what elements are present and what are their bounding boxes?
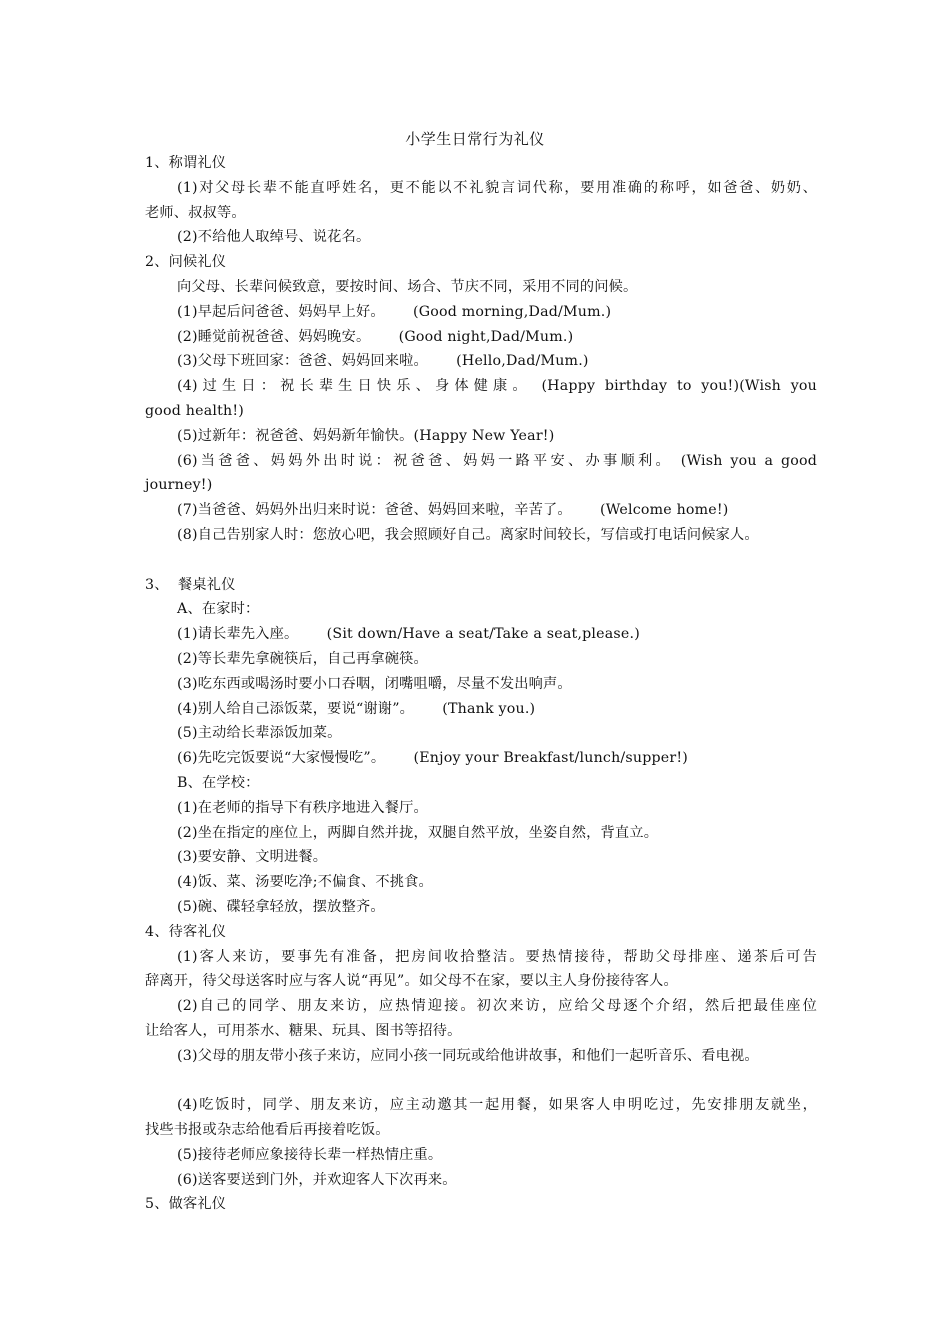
text-line: (1)在老师的指导下有秩序地进入餐厅。 (177, 799, 428, 816)
document-body (145, 151, 817, 1217)
text-line: (2)等长辈先拿碗筷后，自己再拿碗筷。 (177, 650, 428, 667)
text-line: (4)别人给自己添饭菜，要说“谢谢”。 (Thank you.) (177, 700, 536, 717)
text-line: (1)对父母长辈不能直呼姓名，更不能以不礼貌言词代称，要用准确的称呼，如爸爸、奶奶、 (177, 179, 817, 196)
text-line: A、在家时： (177, 601, 260, 618)
text-line: (5)主动给长辈添饭加菜。 (177, 725, 342, 742)
text-line: 3、 餐桌礼仪 (145, 576, 236, 593)
text-line: (3)要安静、文明进餐。 (177, 849, 328, 866)
text-line: good health!) (145, 402, 244, 419)
text-line: (5)接待老师应象接待长辈一样热情庄重。 (177, 1146, 443, 1163)
text-line: (6)送客要送到门外，并欢迎客人下次再来。 (177, 1171, 457, 1188)
text-line: (1)客人来访，要事先有准备，把房间收拾整洁。要热情接待，帮助父母排座、递茶后可告 (177, 948, 817, 965)
text-line: (2)坐在指定的座位上，两脚自然并拢，双腿自然平放，坐姿自然，背直立。 (177, 824, 659, 841)
text-line: (4)过生日：祝长辈生日快乐、身体健康。 (Happy birthday to you!)(Wish you (177, 378, 817, 395)
text-line: (5)碗、碟轻拿轻放，摆放整齐。 (177, 898, 385, 915)
text-line: 辞离开，待父母送客时应与客人说“再见”。如父母不在家，要以主人身份接待客人。 (145, 973, 678, 990)
text-line: (6)先吃完饭要说“大家慢慢吃”。 (Enjoy your Breakfast/lunch/supper!) (177, 750, 688, 767)
text-line: 5、做客礼仪 (145, 1196, 227, 1213)
text-line: journey!) (145, 477, 213, 494)
text-line: 找些书报或杂志给他看后再接着吃饭。 (145, 1122, 390, 1139)
text-line: (7)当爸爸、妈妈外出归来时说：爸爸、妈妈回来啦，辛苦了。 (Welcome home!) (177, 502, 729, 519)
text-line: (2)自己的同学、朋友来访，应热情迎接。初次来访，应给父母逐个介绍，然后把最佳座位 (177, 998, 817, 1015)
text-line: (8)自己告别家人时：您放心吧，我会照顾好自己。离家时间较长，写信或打电话问候家人。 (177, 526, 759, 543)
text-line: (4)吃饭时，同学、朋友来访，应主动邀其一起用餐，如果客人申明吃过，先安排朋友就坐， (177, 1097, 817, 1114)
text-line: (1)早起后问爸爸、妈妈早上好。 (Good morning,Dad/Mum.) (177, 303, 612, 320)
text-line: 向父母、长辈问候致意，要按时间、场合、节庆不同，采用不同的问候。 (177, 278, 638, 295)
blank-line (145, 1068, 817, 1093)
blank-line (145, 548, 817, 573)
document-title: 小学生日常行为礼仪 (405, 130, 545, 148)
text-line: 1、称谓礼仪 (145, 155, 227, 171)
text-line: (3)父母的朋友带小孩子来访，应同小孩一同玩或给他讲故事，和他们一起听音乐、看电视。 (177, 1047, 759, 1064)
text-line: 让给客人，可用茶水、糖果、玩具、图书等招待。 (145, 1022, 462, 1039)
text-line: (6)当爸爸、妈妈外出时说：祝爸爸、妈妈一路平安、办事顺利。 (Wish you a good (177, 452, 817, 469)
text-line: 老师、叔叔等。 (145, 204, 246, 221)
text-line: 2、问候礼仪 (145, 254, 227, 271)
text-line: (5)过新年：祝爸爸、妈妈新年愉快。(Happy New Year!) (177, 427, 555, 444)
text-line: 4、待客礼仪 (145, 923, 227, 940)
text-line: (3)父母下班回家：爸爸、妈妈回来啦。 (Hello,Dad/Mum.) (177, 353, 589, 370)
text-line: (2)不给他人取绰号、说花名。 (177, 229, 371, 246)
text-line: (2)睡觉前祝爸爸、妈妈晚安。 (Good night,Dad/Mum.) (177, 328, 574, 345)
text-line: B、在学校： (177, 774, 260, 791)
text-line: (1)请长辈先入座。 (Sit down/Have a seat/Take a seat,please.) (177, 626, 640, 643)
text-line: (3)吃东西或喝汤时要小口吞咽，闭嘴咀嚼，尽量不发出响声。 (177, 675, 572, 692)
text-line: (4)饭、菜、汤要吃净;不偏食、不挑食。 (177, 874, 433, 891)
